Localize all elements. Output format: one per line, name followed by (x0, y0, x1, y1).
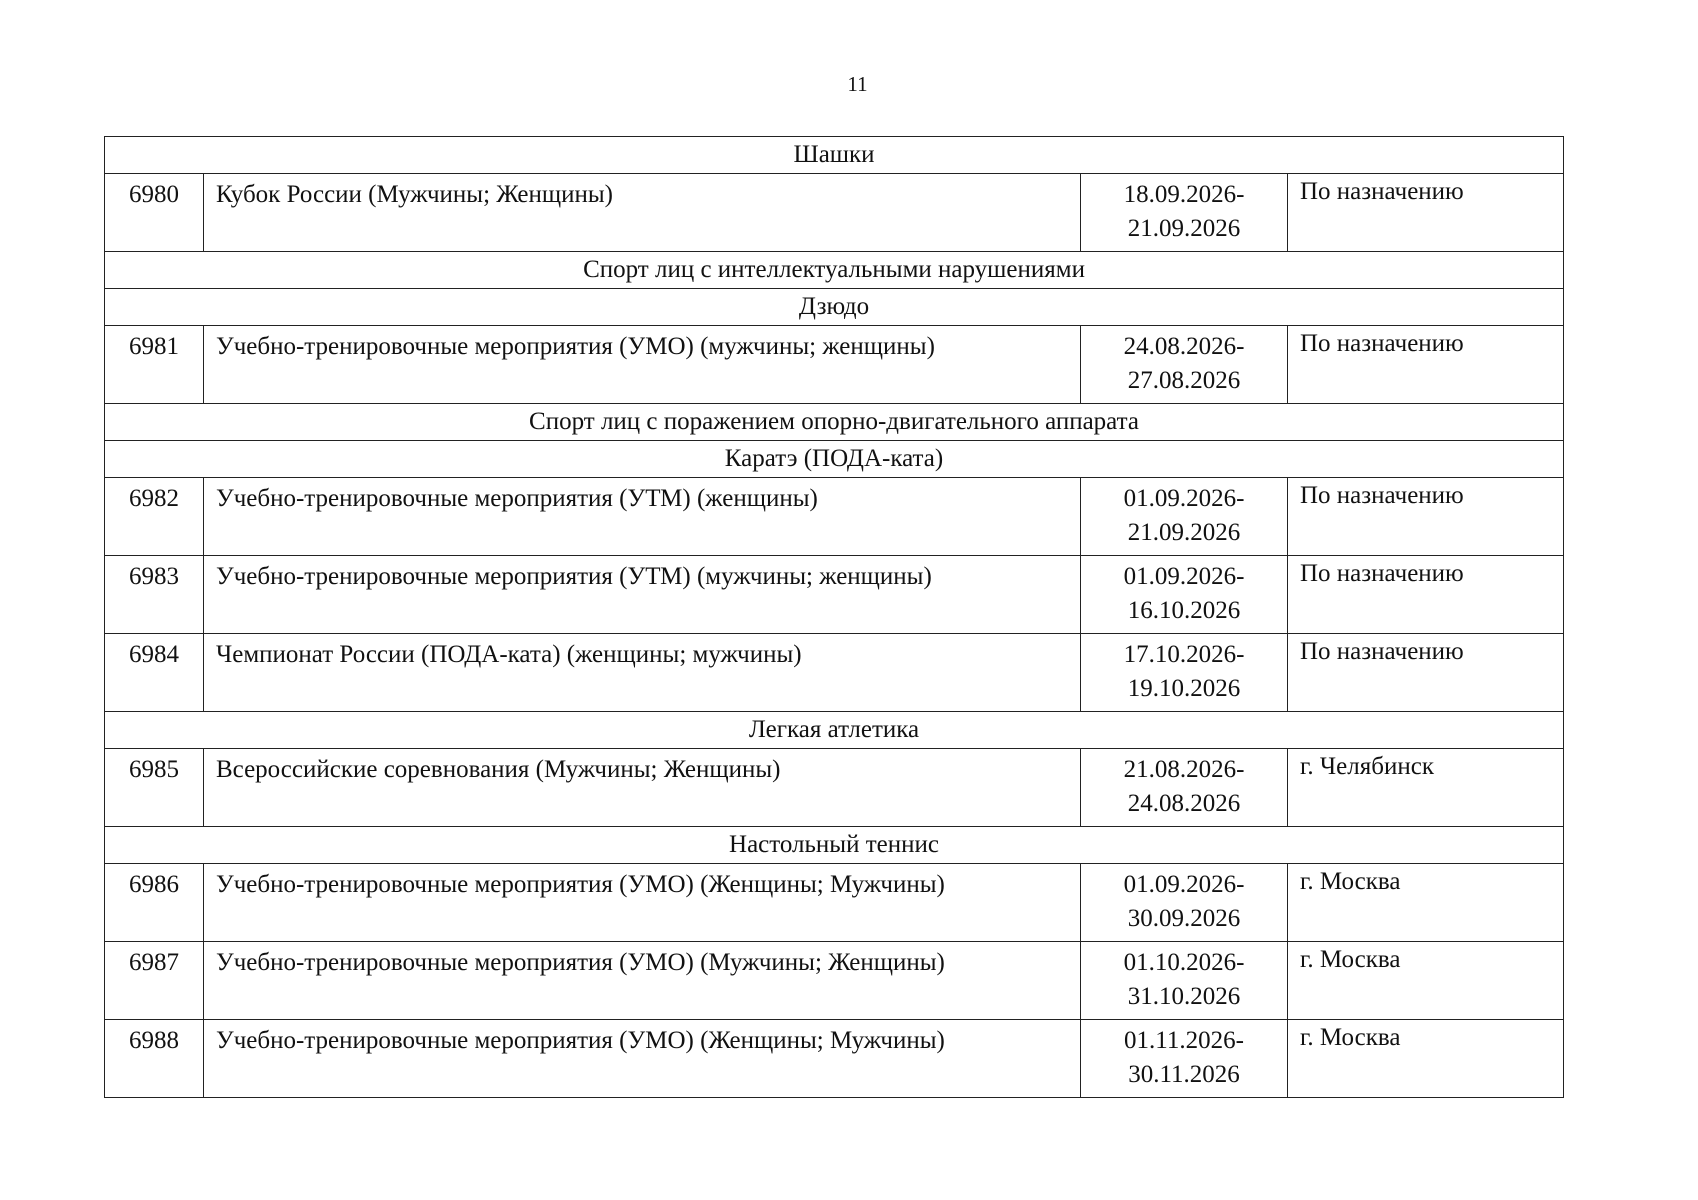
table-row (105, 864, 1564, 942)
section-header-row (105, 137, 1564, 174)
section-title: Шашки (105, 137, 1564, 174)
event-date-start: 17.10.2026- (1123, 641, 1245, 668)
event-name: Всероссийские соревнования (Мужчины; Женщины) (204, 749, 1081, 827)
event-name: Учебно-тренировочные мероприятия (УМО) (Мужчины; Женщины) (204, 942, 1081, 1020)
event-date-end: 21.09.2026 (1127, 519, 1241, 546)
event-number: 6985 (105, 749, 204, 827)
event-number: 6987 (105, 942, 204, 1020)
event-dates (1081, 556, 1288, 634)
event-dates (1081, 326, 1288, 404)
event-number: 6988 (105, 1020, 204, 1098)
section-title: Настольный теннис (105, 827, 1564, 864)
table-row (105, 326, 1564, 404)
event-number: 6984 (105, 634, 204, 712)
event-date-end: 27.08.2026 (1127, 367, 1241, 394)
section-title: Каратэ (ПОДА-ката) (105, 441, 1564, 478)
event-date-end: 16.10.2026 (1127, 597, 1241, 624)
section-header-row (105, 289, 1564, 326)
event-name: Учебно-тренировочные мероприятия (УМО) (мужчины; женщины) (204, 326, 1081, 404)
event-place: г. Москва (1288, 942, 1564, 1020)
event-name: Кубок России (Мужчины; Женщины) (204, 174, 1081, 252)
table-row (105, 634, 1564, 712)
event-date-start: 01.09.2026- (1123, 485, 1245, 512)
event-date-start: 01.10.2026- (1123, 949, 1245, 976)
section-title: Легкая атлетика (105, 712, 1564, 749)
table-row (105, 556, 1564, 634)
section-header-row (105, 252, 1564, 289)
event-number: 6982 (105, 478, 204, 556)
event-date-end: 31.10.2026 (1127, 983, 1241, 1010)
event-number: 6983 (105, 556, 204, 634)
event-place: По назначению (1288, 478, 1564, 556)
section-header-row (105, 827, 1564, 864)
event-date-end: 30.11.2026 (1128, 1061, 1240, 1088)
event-date-end: 30.09.2026 (1127, 905, 1241, 932)
event-date-start: 18.09.2026- (1123, 181, 1245, 208)
section-header-row (105, 404, 1564, 441)
event-dates (1081, 864, 1288, 942)
events-table-body (105, 137, 1564, 1098)
event-date-start: 01.09.2026- (1123, 871, 1245, 898)
event-name: Учебно-тренировочные мероприятия (УМО) (Женщины; Мужчины) (204, 864, 1081, 942)
event-date-start: 24.08.2026- (1123, 333, 1245, 360)
section-title: Дзюдо (105, 289, 1564, 326)
event-dates (1081, 942, 1288, 1020)
event-dates (1081, 1020, 1288, 1098)
event-date-start: 21.08.2026- (1123, 756, 1245, 783)
event-name: Учебно-тренировочные мероприятия (УМО) (Женщины; Мужчины) (204, 1020, 1081, 1098)
event-place: г. Москва (1288, 864, 1564, 942)
event-name: Учебно-тренировочные мероприятия (УТМ) (женщины) (204, 478, 1081, 556)
event-dates (1081, 634, 1288, 712)
section-header-row (105, 712, 1564, 749)
event-place: По назначению (1288, 174, 1564, 252)
event-date-start: 01.09.2026- (1123, 563, 1245, 590)
event-date-end: 24.08.2026 (1127, 790, 1241, 817)
event-name: Учебно-тренировочные мероприятия (УТМ) (мужчины; женщины) (204, 556, 1081, 634)
page-number: 11 (847, 72, 868, 96)
event-number: 6986 (105, 864, 204, 942)
event-dates (1081, 749, 1288, 827)
event-date-end: 19.10.2026 (1127, 675, 1241, 702)
event-place: По назначению (1288, 556, 1564, 634)
section-title: Спорт лиц с поражением опорно-двигательного аппарата (105, 404, 1564, 441)
event-place: г. Москва (1288, 1020, 1564, 1098)
section-title: Спорт лиц с интеллектуальными нарушениями (105, 252, 1564, 289)
events-table (104, 136, 1564, 1098)
table-row (105, 1020, 1564, 1098)
event-number: 6980 (105, 174, 204, 252)
event-date-end: 21.09.2026 (1127, 215, 1241, 242)
event-place: По назначению (1288, 634, 1564, 712)
table-row (105, 174, 1564, 252)
event-date-start: 01.11.2026- (1124, 1027, 1244, 1054)
event-number: 6981 (105, 326, 204, 404)
section-header-row (105, 441, 1564, 478)
event-place: По назначению (1288, 326, 1564, 404)
event-dates (1081, 478, 1288, 556)
table-row (105, 478, 1564, 556)
event-place: г. Челябинск (1288, 749, 1564, 827)
event-dates (1081, 174, 1288, 252)
table-row (105, 749, 1564, 827)
table-row (105, 942, 1564, 1020)
event-name: Чемпионат России (ПОДА-ката) (женщины; мужчины) (204, 634, 1081, 712)
